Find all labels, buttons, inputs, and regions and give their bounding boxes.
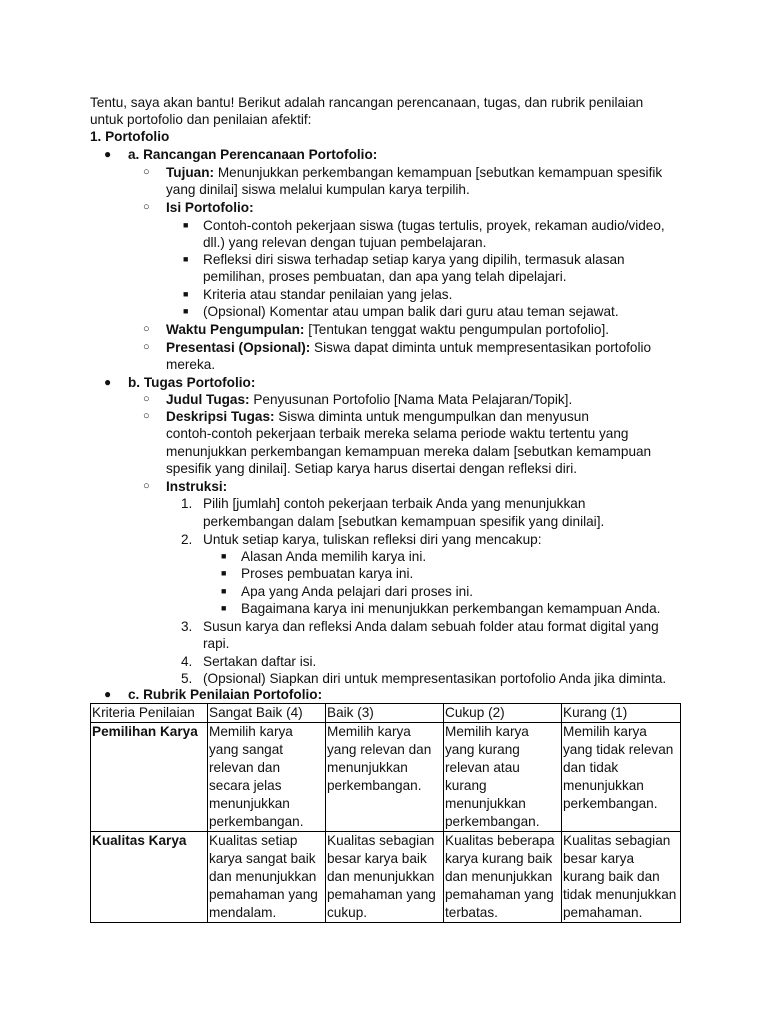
bullet-circle-icon: ○	[143, 410, 150, 422]
cell-line: Kualitas sebagian	[327, 833, 435, 848]
cell-line: dan menunjukkan	[327, 869, 435, 884]
table-cell	[326, 723, 444, 832]
step-number: 5.	[181, 671, 193, 686]
waktu-label: Waktu Pengumpulan:	[166, 322, 305, 337]
intro-text: Tentu, saya akan bantu! Berikut adalah rancangan perencanaan, tugas, dan rubrik penilaian	[90, 95, 644, 110]
deskripsi-text: spesifik yang dinilai]. Setiap karya harus disertai dengan refleksi diri.	[166, 461, 578, 476]
judul-label: Judul Tugas:	[166, 392, 250, 407]
criterion-cell: Pemilihan Karya	[91, 723, 208, 832]
bullet-square-icon: ■	[183, 289, 189, 299]
instruksi-label: Instruksi:	[166, 479, 228, 494]
step-text: Pilih [jumlah] contoh pekerjaan terbaik Anda yang menunjukkan	[203, 496, 586, 511]
subsection-title-b: b. Tugas Portofolio:	[128, 375, 256, 390]
section-title: 1. Portofolio	[90, 129, 170, 144]
criterion-cell: Kualitas Karya	[91, 832, 208, 923]
waktu-item	[166, 321, 609, 338]
step-text: rapi.	[203, 636, 230, 651]
isi-item: Kriteria atau standar penilaian yang jelas.	[203, 287, 453, 302]
bullet-circle-icon: ○	[143, 341, 150, 353]
bullet-dot-icon: ●	[104, 375, 112, 389]
intro-text: untuk portofolio dan penilaian afektif:	[90, 112, 312, 127]
cell-line: menunjukkan	[445, 796, 526, 811]
cell-line: Memilih karya	[563, 724, 647, 739]
cell-line: kurang baik dan	[563, 869, 660, 884]
cell-line: terbatas.	[445, 905, 498, 920]
subsection-title-a: a. Rancangan Perencanaan Portofolio:	[128, 147, 378, 162]
cell-line: besar karya baik	[327, 851, 427, 866]
cell-line: menunjukkan	[209, 796, 290, 811]
cell-line: menunjukkan	[327, 760, 408, 775]
cell-line: pemahaman yang	[327, 887, 436, 902]
isi-item: Refleksi diri siswa terhadap setiap karya yang dipilih, termasuk alasan	[203, 252, 625, 267]
header-cell: Kriteria Penilaian	[91, 704, 208, 723]
cell-line: menunjukkan	[563, 778, 644, 793]
subsection-title-c: c. Rubrik Penilaian Portofolio:	[128, 687, 323, 702]
judul-text: Penyusunan Portofolio [Nama Mata Pelajaran/Topik].	[249, 392, 573, 407]
step-sub-item: Bagaimana karya ini menunjukkan perkembangan kemampuan Anda.	[241, 601, 661, 616]
cell-line: pemahaman yang	[445, 887, 554, 902]
bullet-square-icon: ■	[221, 568, 227, 578]
bullet-circle-icon: ○	[143, 166, 150, 178]
bullet-circle-icon: ○	[143, 480, 150, 492]
isi-label: Isi Portofolio:	[166, 200, 254, 215]
cell-line: yang relevan dan	[327, 742, 432, 757]
cell-line: relevan dan	[209, 760, 281, 775]
isi-item: (Opsional) Komentar atau umpan balik dari guru atau teman sejawat.	[203, 304, 619, 319]
deskripsi-text: contoh-contoh pekerjaan terbaik mereka selama periode waktu tertentu yang	[166, 426, 629, 441]
bullet-circle-icon: ○	[143, 201, 150, 213]
bullet-square-icon: ■	[183, 254, 189, 264]
cell-line: dan tidak	[563, 760, 619, 775]
cell-line: yang tidak relevan	[563, 742, 674, 757]
cell-line: dan menunjukkan	[209, 869, 317, 884]
bullet-dot-icon: ●	[104, 147, 112, 161]
header-cell: Sangat Baik (4)	[208, 704, 326, 723]
step-number: 4.	[181, 654, 193, 669]
step-number: 3.	[181, 619, 193, 634]
cell-line: Memilih karya	[327, 724, 411, 739]
table-cell	[326, 832, 444, 923]
table-row	[91, 832, 681, 923]
cell-line: Kualitas setiap	[209, 833, 298, 848]
cell-line: Kualitas beberapa	[445, 833, 555, 848]
tujuan-label: Tujuan:	[166, 165, 215, 180]
cell-line: mendalam.	[209, 905, 277, 920]
isi-item: pemilihan, proses pembuatan, dan apa yang telah dipelajari.	[203, 269, 567, 284]
cell-line: perkembangan.	[209, 814, 304, 829]
tujuan-text: yang dinilai] siswa melalui kumpulan karya terpilih.	[166, 182, 470, 197]
isi-item: dll.) yang relevan dengan tujuan pembelajaran.	[203, 235, 487, 250]
tujuan-item	[166, 164, 662, 181]
cell-line: tidak menunjukkan	[563, 887, 677, 902]
cell-line: karya kurang baik	[445, 851, 553, 866]
table-row	[91, 723, 681, 832]
cell-line: pemahaman.	[563, 905, 643, 920]
cell-line: dan menunjukkan	[445, 869, 553, 884]
cell-line: yang sangat	[209, 742, 284, 757]
header-cell: Kurang (1)	[562, 704, 681, 723]
cell-line: kurang	[445, 778, 487, 793]
step-text: Untuk setiap karya, tuliskan refleksi diri yang mencakup:	[203, 532, 542, 547]
waktu-text: [Tentukan tenggat waktu pengumpulan portofolio].	[304, 322, 610, 337]
step-number: 1.	[181, 496, 193, 511]
presentasi-text: mereka.	[166, 357, 216, 372]
bullet-square-icon: ■	[221, 586, 227, 596]
step-text: (Opsional) Siapkan diri untuk mempresentasikan portofolio Anda jika diminta.	[203, 671, 667, 686]
header-cell: Baik (3)	[326, 704, 444, 723]
rubric-table	[90, 703, 681, 923]
cell-line: perkembangan.	[563, 796, 658, 811]
cell-line: karya sangat baik	[209, 851, 316, 866]
cell-line: cukup.	[327, 905, 368, 920]
table-cell	[444, 723, 562, 832]
table-cell	[562, 832, 681, 923]
table-cell	[208, 832, 326, 923]
deskripsi-item	[166, 408, 589, 425]
tujuan-text: Menunjukkan perkembangan kemampuan [sebutkan kemampuan spesifik	[214, 165, 663, 180]
bullet-square-icon: ■	[183, 306, 189, 316]
bullet-circle-icon: ○	[143, 323, 150, 335]
step-sub-item: Apa yang Anda pelajari dari proses ini.	[241, 584, 473, 599]
step-number: 2.	[181, 532, 193, 547]
table-cell	[562, 723, 681, 832]
table-cell	[444, 832, 562, 923]
cell-line: Kualitas sebagian	[563, 833, 671, 848]
step-text: perkembangan dalam [sebutkan kemampuan spesifik yang dinilai].	[203, 514, 605, 529]
presentasi-item	[166, 339, 651, 356]
header-cell: Cukup (2)	[444, 704, 562, 723]
bullet-square-icon: ■	[183, 220, 189, 230]
bullet-dot-icon: ●	[104, 687, 112, 701]
cell-line: secara jelas	[209, 778, 282, 793]
step-sub-item: Alasan Anda memilih karya ini.	[241, 549, 427, 564]
deskripsi-text: Siswa diminta untuk mengumpulkan dan menyusun	[274, 409, 589, 424]
isi-item: Contoh-contoh pekerjaan siswa (tugas tertulis, proyek, rekaman audio/video,	[203, 218, 665, 233]
cell-line: relevan atau	[445, 760, 520, 775]
bullet-square-icon: ■	[221, 603, 227, 613]
deskripsi-text: menunjukkan perkembangan kemampuan mereka dalam [sebutkan kemampuan	[166, 444, 652, 459]
step-sub-item: Proses pembuatan karya ini.	[241, 566, 414, 581]
presentasi-label: Presentasi (Opsional):	[166, 340, 311, 355]
deskripsi-label: Deskripsi Tugas:	[166, 409, 275, 424]
bullet-circle-icon: ○	[143, 393, 150, 405]
cell-line: perkembangan.	[445, 814, 540, 829]
table-cell	[208, 723, 326, 832]
judul-item	[166, 391, 572, 408]
cell-line: perkembangan.	[327, 778, 422, 793]
bullet-square-icon: ■	[221, 551, 227, 561]
cell-line: yang kurang	[445, 742, 520, 757]
cell-line: Memilih karya	[209, 724, 293, 739]
cell-line: besar karya	[563, 851, 635, 866]
cell-line: Memilih karya	[445, 724, 529, 739]
table-header-row	[91, 704, 681, 723]
step-text: Sertakan daftar isi.	[203, 654, 317, 669]
step-text: Susun karya dan refleksi Anda dalam sebuah folder atau format digital yang	[203, 619, 659, 634]
presentasi-text: Siswa dapat diminta untuk mempresentasikan portofolio	[310, 340, 652, 355]
cell-line: pemahaman yang	[209, 887, 318, 902]
